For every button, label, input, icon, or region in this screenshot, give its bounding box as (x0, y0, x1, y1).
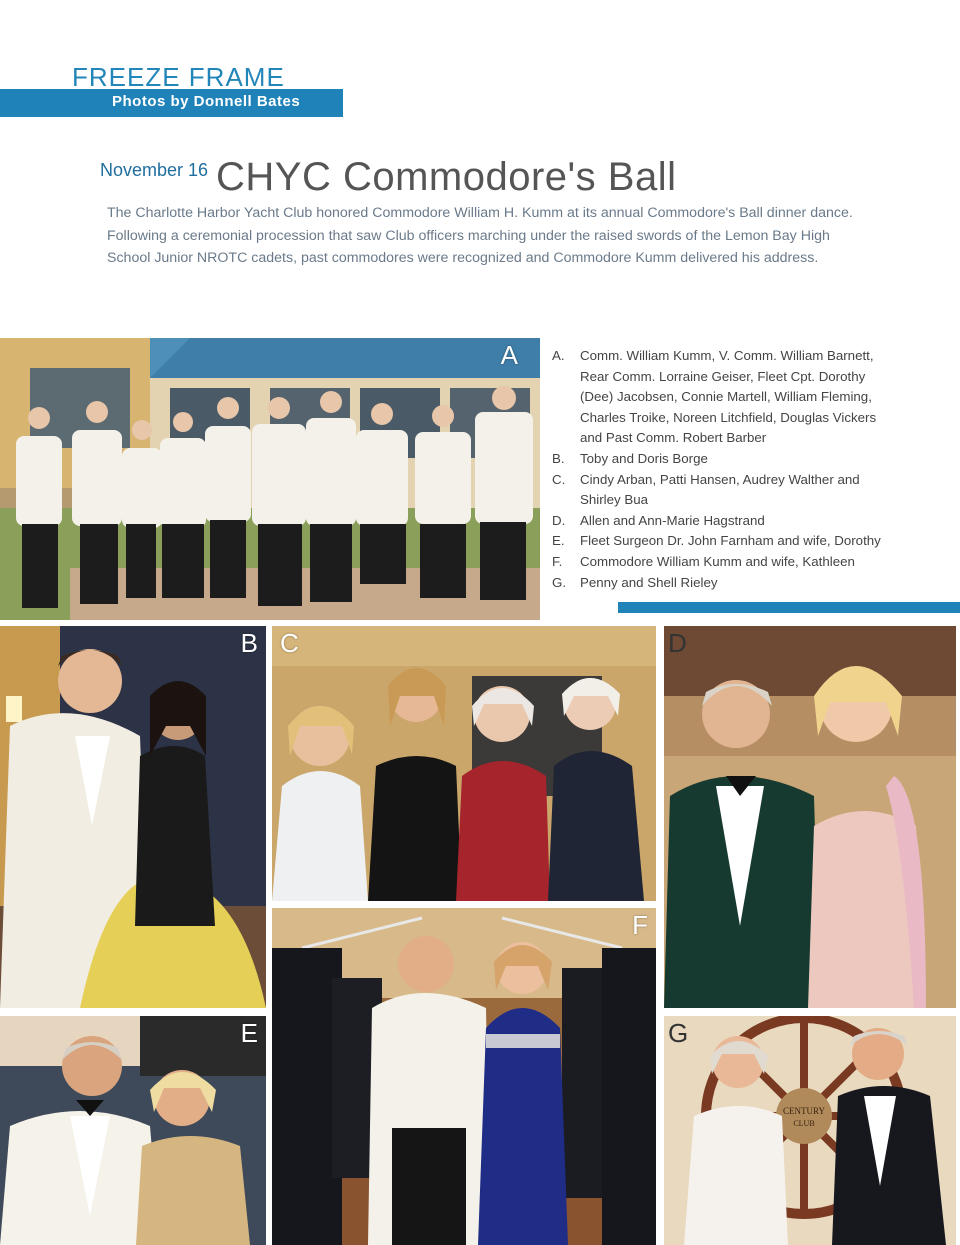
photo-g-sign-line2: CLUB (793, 1119, 815, 1128)
photo-g-letter: G (668, 1018, 689, 1048)
photo-f-letter: F (632, 910, 648, 940)
intro-paragraph: The Charlotte Harbor Yacht Club honored Commodore William H. Kumm at its annual Commodore's Ball dinner dance. Following a ceremonial procession that saw Club officers marching under the raised swords of the Lemon Bay High School Junior NROTC cadets, past commodores were recognized and Commodore Kumm delivered his address. (107, 205, 853, 266)
caption-item: E. Fleet Surgeon Dr. John Farnham and wife, Dorothy (552, 533, 881, 549)
photo-c-image (272, 626, 656, 901)
caption-item: A. Comm. William Kumm, V. Comm. William Barnett, Rear Comm. Lorraine Geiser, Fleet Cpt. Dorothy (Dee) Jacobsen, Connie Martell, William Fleming, Charles Troike, Noreen Litchfield, Douglas Vickers and Past Comm. Robert Barber (552, 348, 877, 446)
photo-c (272, 626, 656, 901)
photo-d-letter: D (668, 628, 687, 658)
photo-g (664, 1016, 956, 1245)
photo-g-image (664, 1016, 956, 1245)
section-title: FREEZE FRAME (72, 62, 285, 88)
photo-e (0, 1016, 266, 1245)
photo-e-letter: E (240, 1018, 258, 1048)
photo-b-letter: B (240, 628, 258, 658)
photo-f-image (272, 908, 656, 1245)
caption-item: D. Allen and Ann-Marie Hagstrand (552, 512, 765, 528)
photo-d-image (664, 626, 956, 1008)
photo-a-image (0, 338, 540, 620)
photo-c-letter: C (280, 628, 299, 658)
photo-a (0, 338, 540, 620)
photo-a-letter: A (500, 340, 518, 370)
photo-credit: Photos by Donnell Bates (112, 93, 301, 110)
event-date: November 16 (100, 160, 209, 180)
photo-g-sign-line1: CENTURY (782, 1106, 826, 1116)
caption-item: G. Penny and Shell Rieley (552, 574, 718, 590)
event-title: CHYC Commodore's Ball (216, 155, 677, 199)
photo-b-image (0, 626, 266, 1008)
photo-e-image (0, 1016, 266, 1245)
caption-item: F. Commodore William Kumm and wife, Kathleen (552, 553, 855, 569)
caption-item: C. Cindy Arban, Patti Hansen, Audrey Walther and Shirley Bua (552, 471, 860, 508)
photo-f (272, 908, 656, 1245)
photo-d (664, 626, 956, 1008)
photo-b (0, 626, 266, 1008)
accent-bar (618, 602, 960, 613)
caption-item: B. Toby and Doris Borge (552, 450, 708, 466)
caption-list (552, 346, 882, 593)
